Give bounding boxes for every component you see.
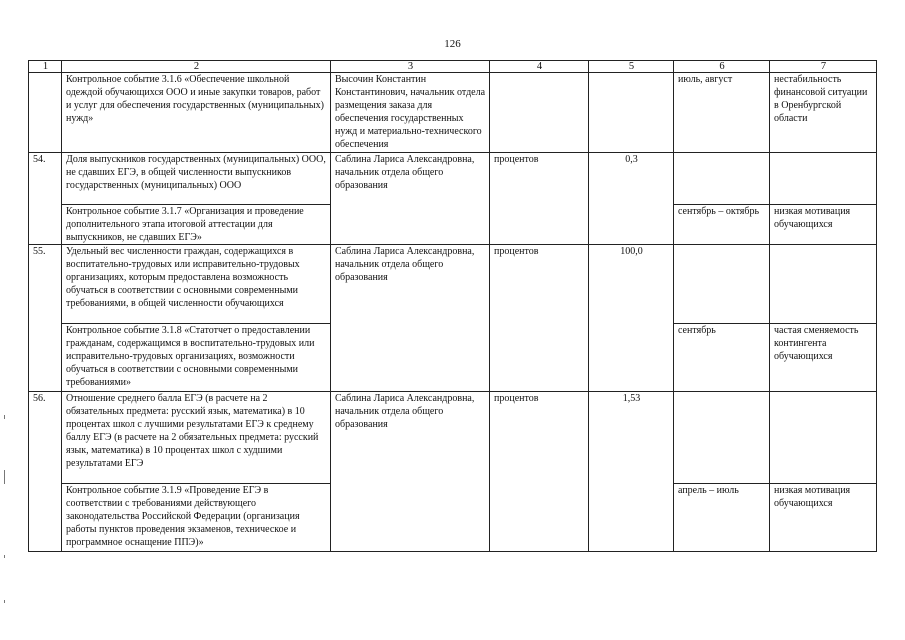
value-cell (589, 484, 674, 552)
event-risk: низкая мотивация обучающихся (770, 205, 877, 245)
event-period: июль, август (674, 73, 770, 153)
page-number: 126 (444, 38, 461, 50)
event-description: Контрольное событие 3.1.9 «Проведение ЕГЭ в соответствии с требованиями действующего законодательства Российской Федерации (организация работы пунктов проведения экзаменов, техническое и программное оснащение ППЭ)» (62, 484, 331, 552)
table-row (29, 73, 877, 153)
table-row (29, 392, 877, 484)
event-period: апрель – июль (674, 484, 770, 552)
period-cell (674, 245, 770, 324)
column-header-5: 5 (589, 61, 674, 73)
event-description: Контрольное событие 3.1.6 «Обеспечение школьной одеждой обучающихся ООО и иные закупки товаров, работ и услуг для обеспечения государственных (муниципальных) нужд» (62, 73, 331, 153)
unit-cell (490, 484, 589, 552)
risk-cell (770, 245, 877, 324)
row-number-cell (29, 73, 62, 153)
value-cell (589, 324, 674, 392)
table-row (29, 245, 877, 324)
risk-cell (770, 392, 877, 484)
indicator-description: Доля выпускников государственных (муниципальных) ООО, не сдавших ЕГЭ, в общей численности выпускников государственных (муниципальных) ООО (62, 153, 331, 205)
column-header-4: 4 (490, 61, 589, 73)
event-risk: частая сменяемость контингента обучающихся (770, 324, 877, 392)
responsible-cell (331, 484, 490, 552)
row-number: 55. (29, 245, 62, 324)
indicator-description: Отношение среднего балла ЕГЭ (в расчете на 2 обязательных предмета: русский язык, математика) в 10 процентах школ с лучшими результатами ЕГЭ к среднему баллу ЕГЭ (в расчете на 2 обязательных предмета: русский язык, математика) в 10 процентах школ с худшими результатами ЕГЭ (62, 392, 331, 484)
period-cell (674, 153, 770, 205)
scan-margin-mark (4, 415, 5, 419)
scan-margin-mark (4, 555, 5, 558)
indicator-value: 100,0 (589, 245, 674, 324)
indicator-unit: процентов (490, 245, 589, 324)
column-header-3: 3 (331, 61, 490, 73)
table-row (29, 205, 877, 245)
responsible-person: Саблина Лариса Александровна, начальник отдела общего образования (331, 392, 490, 484)
responsible-cell (331, 205, 490, 245)
event-description: Контрольное событие 3.1.8 «Статотчет о предоставлении гражданам, содержащимся в воспитательно-трудовых или исправительно-трудовых организациях, возможности обучаться в соответствии с основными современными требованиями» (62, 324, 331, 392)
period-cell (674, 392, 770, 484)
value-cell (589, 73, 674, 153)
event-risk: низкая мотивация обучающихся (770, 484, 877, 552)
responsible-person: Саблина Лариса Александровна, начальник отдела общего образования (331, 245, 490, 324)
indicator-description: Удельный вес численности граждан, содержащихся в воспитательно-трудовых или исправительно-трудовых организациях, которым предоставлена возможность обучаться в соответствии с основными современными требованиями, в общей численности обучающихся (62, 245, 331, 324)
indicator-unit: процентов (490, 392, 589, 484)
event-period: сентябрь (674, 324, 770, 392)
table-row (29, 484, 877, 552)
table-row (29, 324, 877, 392)
unit-cell (490, 324, 589, 392)
scan-margin-mark (4, 600, 5, 603)
column-header-1: 1 (29, 61, 62, 73)
responsible-person: Саблина Лариса Александровна, начальник отдела общего образования (331, 153, 490, 205)
responsible-cell (331, 324, 490, 392)
row-number: 56. (29, 392, 62, 484)
risk-cell (770, 153, 877, 205)
indicator-value: 0,3 (589, 153, 674, 205)
row-number-cell (29, 205, 62, 245)
row-number: 54. (29, 153, 62, 205)
value-cell (589, 205, 674, 245)
column-header-2: 2 (62, 61, 331, 73)
event-description: Контрольное событие 3.1.7 «Организация и проведение дополнительного этапа итоговой аттестации для выпускников, не сдавших ЕГЭ» (62, 205, 331, 245)
row-number-cell (29, 324, 62, 392)
indicator-value: 1,53 (589, 392, 674, 484)
column-header-7: 7 (770, 61, 877, 73)
responsible-person: Высочин Константин Константинович, начальник отдела размещения заказа для обеспечения государственных нужд и материально-технического обеспечения (331, 73, 490, 153)
header-row (29, 61, 877, 73)
event-period: сентябрь – октябрь (674, 205, 770, 245)
plan-table (28, 60, 877, 552)
scan-margin-mark (4, 470, 5, 484)
unit-cell (490, 205, 589, 245)
row-number-cell (29, 484, 62, 552)
event-risk: нестабильность финансовой ситуации в Оренбургской области (770, 73, 877, 153)
unit-cell (490, 73, 589, 153)
table-row (29, 153, 877, 205)
column-header-6: 6 (674, 61, 770, 73)
indicator-unit: процентов (490, 153, 589, 205)
